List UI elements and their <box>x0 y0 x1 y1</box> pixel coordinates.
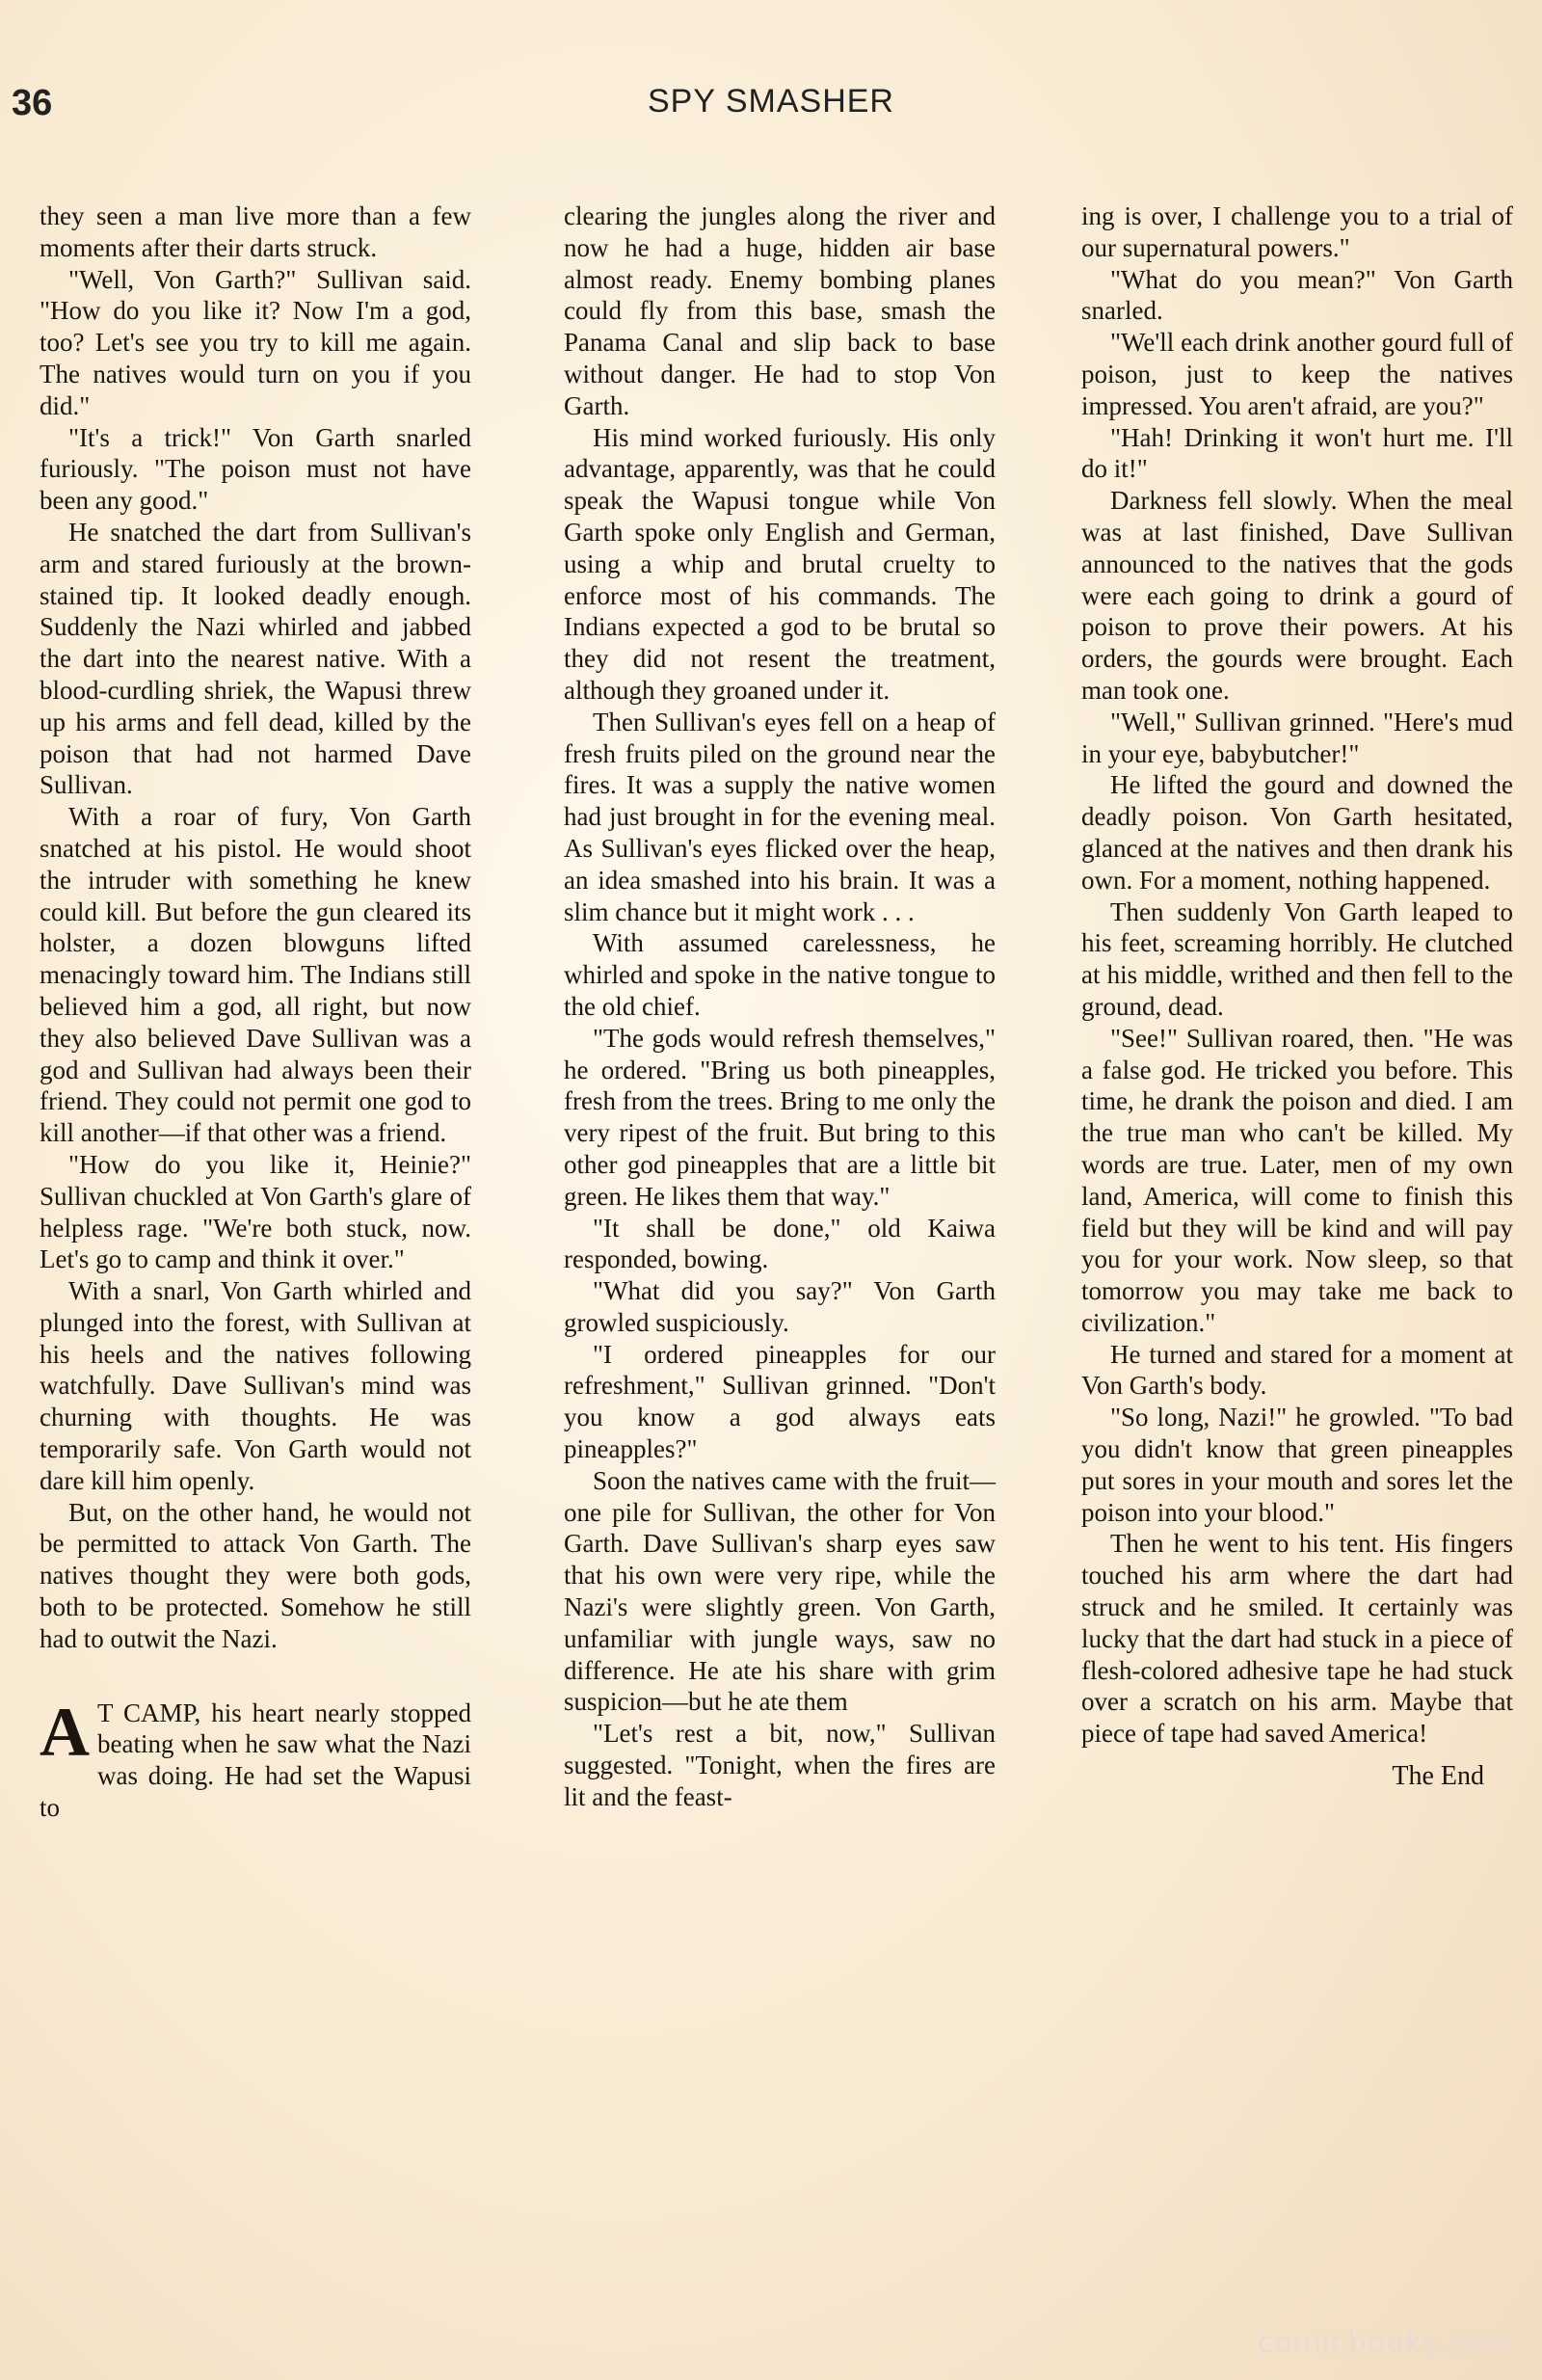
drop-cap: A <box>40 1693 90 1771</box>
paragraph: "Well," Sullivan grinned. "Here's mud in your eye, babybutcher!" <box>1081 707 1513 768</box>
page-number: 36 <box>12 83 53 123</box>
paragraph: Then Sullivan's eyes fell on a heap of fresh fruits piled on the ground near the fires. It was a supply the native women had just brought in for the evening meal. As Sullivan's eyes flicked over the heap, an idea smashed into his brain. It was a slim chance but it might work . . . <box>564 707 996 926</box>
paragraph: "I ordered pineapples for our refreshment," Sullivan grinned. "Don't you know a god always eats pineapples?" <box>564 1339 996 1464</box>
paragraph: "How do you like it, Heinie?" Sullivan chuckled at Von Garth's glare of helpless rage. "We're both stuck, now. Let's go to camp and think it over." <box>40 1149 471 1274</box>
paragraph: Darkness fell slowly. When the meal was at last finished, Dave Sullivan announced to the natives that the gods were each going to drink a gourd of poison to prove their powers. At his orders, the gourds were brought. Each man took one. <box>1081 486 1513 705</box>
paragraph: "What did you say?" Von Garth growled suspiciously. <box>564 1276 996 1337</box>
paragraph: clearing the jungles along the river and now he had a huge, hidden air base almost ready. Enemy bombing planes could fly from this base, smash the Panama Canal and slip back to base without danger. He had to stop Von Garth. <box>564 201 996 420</box>
text-column-3 <box>1081 201 1513 1793</box>
paragraph: "What do you mean?" Von Garth snarled. <box>1081 264 1513 326</box>
paragraph: But, on the other hand, he would not be permitted to attack Von Garth. The natives thought they were both gods, both to be protected. Somehow he still had to outwit the Nazi. <box>40 1497 471 1653</box>
dropcap-paragraph <box>40 1693 471 1824</box>
paragraph: they seen a man live more than a few moments after their darts struck. <box>40 201 471 262</box>
paragraph: Then suddenly Von Garth leaped to his feet, screaming horribly. He clutched at his middle, writhed and then fell to the ground, dead. <box>1081 896 1513 1021</box>
paragraph: With a roar of fury, Von Garth snatched at his pistol. He would shoot the intruder with something he knew could kill. But before the gun cleared its holster, a dozen blowguns lifted menacingly toward him. The Indians still believed him a god, all right, but now they also believed Dave Sullivan was a god and Sullivan had always been their friend. They could not permit one god to kill another—if that other was a friend. <box>40 802 471 1148</box>
paragraph: "Well, Von Garth?" Sullivan said. "How do you like it? Now I'm a god, too? Let's see you try to kill me again. The natives would turn on you if you did." <box>40 264 471 420</box>
paragraph: "It's a trick!" Von Garth snarled furiously. "The poison must not have been any good." <box>40 422 471 516</box>
paragraph-text: T CAMP, his heart nearly stopped beating when he saw what the Nazi was doing. He had set the Wapusi to <box>40 1698 471 1823</box>
paragraph: "Let's rest a bit, now," Sullivan suggested. "Tonight, when the fires are lit and the feast- <box>564 1719 996 1811</box>
paragraph: "Hah! Drinking it won't hurt me. I'll do it!" <box>1081 422 1513 484</box>
paragraph: "So long, Nazi!" he growled. "To bad you didn't know that green pineapples put sores in your mouth and sores let the poison into your blood." <box>1081 1403 1513 1527</box>
text-column-1 <box>40 201 471 1824</box>
paragraph: With a snarl, Von Garth whirled and plunged into the forest, with Sullivan at his heels and the natives following watchfully. Dave Sullivan's mind was churning with thoughts. He was temporarily safe. Von Garth would not dare kill him openly. <box>40 1276 471 1495</box>
running-title: SPY SMASHER <box>647 83 894 120</box>
paragraph: Then he went to his tent. His fingers touched his arm where the dart had struck and he smiled. It certainly was lucky that the dart had stuck in a piece of flesh-colored adhesive tape he had stuck over a scratch on his arm. Maybe that piece of tape had saved America! <box>1081 1529 1513 1749</box>
paragraph: "We'll each drink another gourd full of poison, just to keep the natives impressed. You aren't afraid, are you?" <box>1081 328 1513 420</box>
paragraph: "It shall be done," old Kaiwa responded, bowing. <box>564 1213 996 1274</box>
paragraph: He turned and stared for a moment at Von Garth's body. <box>1081 1339 1513 1401</box>
paragraph: "See!" Sullivan roared, then. "He was a false god. He tricked you before. This time, he drank the poison and died. I am the true man who can't be killed. My words are true. Later, men of my own land, America, will come to finish this field but they will be kind and will pay you for your work. Now sleep, so that tomorrow you may take me back to civilization." <box>1081 1023 1513 1337</box>
text-column-2 <box>564 201 996 1813</box>
paragraph: He snatched the dart from Sullivan's arm and stared furiously at the brown-stained tip. It looked deadly enough. Suddenly the Nazi whirled and jabbed the dart into the nearest native. With a blood-curdling shriek, the Wapusi threw up his arms and fell dead, killed by the poison that had not harmed Dave Sullivan. <box>40 517 471 800</box>
paragraph: His mind worked furiously. His only advantage, apparently, was that he could speak the Wapusi tongue while Von Garth spoke only English and German, using a whip and brutal cruelty to enforce most of his commands. The Indians expected a god to be brutal so they did not resent the treatment, although they groaned under it. <box>564 422 996 705</box>
paragraph: Soon the natives came with the fruit—one pile for Sullivan, the other for Von Garth. Dave Sullivan's sharp eyes saw that his own were very ripe, while the Nazi's were slightly green. Von Garth, unfamiliar with jungle ways, saw no difference. He ate his share with grim suspicion—but he ate them <box>564 1465 996 1717</box>
paragraph: He lifted the gourd and downed the deadly poison. Von Garth hesitated, glanced at the natives and then drank his own. For a moment, nothing happened. <box>1081 770 1513 895</box>
the-end-label: The End <box>1392 1761 1484 1792</box>
paragraph: With assumed carelessness, he whirled and spoke in the native tongue to the old chief. <box>564 928 996 1021</box>
watermark: comicbooks.com <box>1257 2326 1513 2360</box>
paragraph: "The gods would refresh themselves," he ordered. "Bring us both pineapples, fresh from the trees. Bring to me only the very ripest of the fruit. But bring to this other god pineapples that are a little bit green. He likes them that way." <box>564 1023 996 1211</box>
paragraph: ing is over, I challenge you to a trial of our supernatural powers." <box>1081 201 1513 262</box>
